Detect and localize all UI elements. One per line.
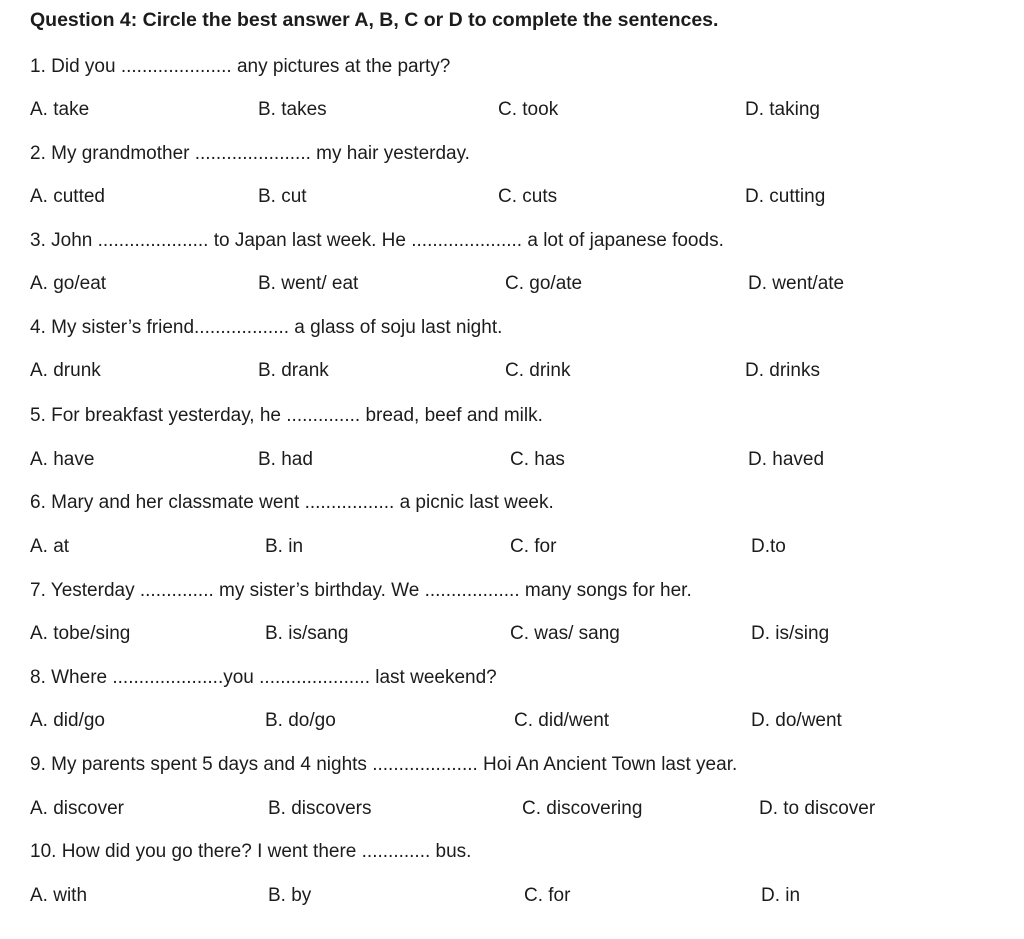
question-8-options (30, 710, 1010, 738)
option-a[interactable]: A. with (30, 885, 88, 906)
option-d[interactable]: D. is/sing (751, 623, 830, 644)
question-9-stem: 9. My parents spent 5 days and 4 nights .................... Hoi An Ancient Town last year. (30, 754, 738, 775)
option-c[interactable]: C. for (510, 536, 557, 557)
option-c[interactable]: C. drink (505, 360, 571, 381)
question-2-options (30, 186, 1010, 214)
option-d[interactable]: D. taking (745, 99, 820, 120)
option-b[interactable]: B. do/go (265, 710, 336, 731)
question-8-stem: 8. Where .....................you ..................... last weekend? (30, 667, 497, 688)
question-4-stem: 4. My sister’s friend.................. a glass of soju last night. (30, 317, 503, 338)
option-a[interactable]: A. go/eat (30, 273, 107, 294)
option-b[interactable]: B. takes (258, 99, 327, 120)
question-5-stem: 5. For breakfast yesterday, he .............. bread, beef and milk. (30, 405, 543, 426)
option-b[interactable]: B. in (265, 536, 304, 557)
option-b[interactable]: B. discovers (268, 798, 372, 819)
option-a[interactable]: A. take (30, 99, 90, 120)
option-a[interactable]: A. at (30, 536, 70, 557)
option-d[interactable]: D. cutting (745, 186, 826, 207)
option-a[interactable]: A. discover (30, 798, 124, 819)
question-1-options (30, 99, 1010, 127)
question-4-options (30, 360, 1010, 388)
option-a[interactable]: A. did/go (30, 710, 105, 731)
option-d[interactable]: D. do/went (751, 710, 842, 731)
question-7-stem: 7. Yesterday .............. my sister’s birthday. We .................. many songs for her. (30, 580, 692, 601)
option-a[interactable]: A. tobe/sing (30, 623, 131, 644)
option-a[interactable]: A. drunk (30, 360, 101, 381)
question-3-options (30, 273, 1010, 301)
question-1-stem: 1. Did you ..................... any pictures at the party? (30, 56, 451, 77)
option-b[interactable]: B. went/ eat (258, 273, 359, 294)
option-c[interactable]: C. took (498, 99, 559, 120)
option-b[interactable]: B. by (268, 885, 312, 906)
question-title: Question 4: Circle the best answer A, B, C or D to complete the sentences. (30, 9, 719, 31)
question-3-stem: 3. John ..................... to Japan last week. He ..................... a lot of japanese foods. (30, 230, 724, 251)
option-d[interactable]: D. haved (748, 449, 825, 470)
option-c[interactable]: C. go/ate (505, 273, 583, 294)
question-10-stem: 10. How did you go there? I went there ............. bus. (30, 841, 472, 862)
option-b[interactable]: B. cut (258, 186, 307, 207)
option-d[interactable]: D.to (751, 536, 786, 557)
option-a[interactable]: A. have (30, 449, 95, 470)
option-d[interactable]: D. went/ate (748, 273, 845, 294)
option-b[interactable]: B. is/sang (265, 623, 349, 644)
option-c[interactable]: C. did/went (514, 710, 610, 731)
option-c[interactable]: C. discovering (522, 798, 643, 819)
question-10-options (30, 885, 1010, 913)
question-9-options (30, 798, 1010, 826)
question-6-options (30, 536, 1010, 564)
option-c[interactable]: C. for (524, 885, 571, 906)
option-d[interactable]: D. in (761, 885, 801, 906)
option-d[interactable]: D. drinks (745, 360, 820, 381)
option-d[interactable]: D. to discover (759, 798, 876, 819)
question-7-options (30, 623, 1010, 651)
option-b[interactable]: B. had (258, 449, 313, 470)
option-c[interactable]: C. was/ sang (510, 623, 620, 644)
question-6-stem: 6. Mary and her classmate went ................. a picnic last week. (30, 492, 554, 513)
option-a[interactable]: A. cutted (30, 186, 105, 207)
option-c[interactable]: C. has (510, 449, 565, 470)
option-b[interactable]: B. drank (258, 360, 329, 381)
question-2-stem: 2. My grandmother ...................... my hair yesterday. (30, 143, 470, 164)
question-5-options (30, 449, 1010, 477)
option-c[interactable]: C. cuts (498, 186, 558, 207)
